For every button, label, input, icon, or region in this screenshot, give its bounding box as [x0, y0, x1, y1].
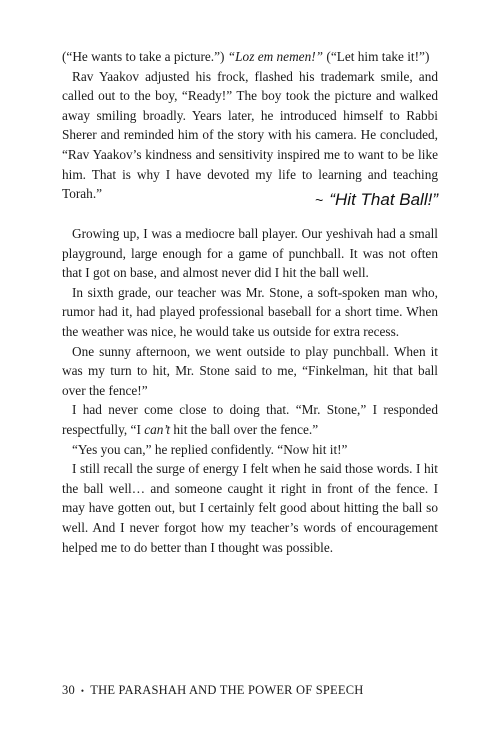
section-heading — [315, 190, 438, 210]
paragraph-1: Growing up, I was a mediocre ball player. Our yeshivah had a small playground, large enough for a game of punchball. It was not often that I got on base, and almost never did I hit the ball well. — [62, 226, 438, 281]
quote-text: (“He wants to take a picture.”) — [62, 49, 228, 64]
p4-emphasis: can’t — [144, 421, 171, 437]
paragraph-quote — [62, 47, 438, 67]
paragraph-4 — [62, 400, 438, 439]
p4-text-b: hit the ball over the fence.” — [170, 421, 319, 437]
page-number: 30 — [62, 683, 75, 697]
paragraph-5: “Yes you can,” he replied confidently. “Now hit it!” — [72, 441, 348, 457]
paragraph-3: One sunny afternoon, we went outside to play punchball. When it was my turn to hit, Mr. Stone said to me, “Finkelman, hit that ball over the fence!” — [62, 343, 438, 398]
quote-translation: (“Let him take it!”) — [323, 49, 430, 64]
paragraph-2: In sixth grade, our teacher was Mr. Stone, a soft-spoken man who, rumor had it, had played professional baseball for a short time. When the weather was nice, he would take us outside for extra recess. — [62, 284, 438, 339]
running-title: THE PARASHAH AND THE POWER OF SPEECH — [90, 683, 364, 697]
yiddish-quote: “Loz em nemen!” — [227, 49, 324, 64]
paragraph-6: I still recall the surge of energy I felt when he said those words. I hit the ball well… and someone caught it right in front of the fence. I may have gotten out, but I certainly felt good about hitting the ball so well. And I never forgot how my teacher’s words of encouragement helped me to do better than I thought was possible. — [62, 461, 438, 555]
p4-text-a: I had never come close to doing that. “Mr. Stone,” I responded respectfully, “I — [62, 402, 438, 437]
section-title: “Hit That Ball!” — [329, 190, 438, 209]
ornament-icon: ~ — [315, 192, 324, 208]
bullet-icon: • — [80, 685, 85, 696]
top-text-block — [62, 47, 438, 204]
paragraph-rav-yaakov: Rav Yaakov adjusted his frock, flashed his trademark smile, and called out to the boy, “Ready!” The boy took the picture and walked away smiling broadly. Years later, he introduced himself to Rabbi Sherer and reminded him of the story with his camera. He concluded, “Rav Yaakov’s kindness and sensitivity inspired me to want to be like him. That is why I have devoted my life to learning and teaching Torah.” — [62, 68, 438, 202]
body-text-block — [62, 224, 438, 557]
page-footer — [62, 683, 363, 698]
